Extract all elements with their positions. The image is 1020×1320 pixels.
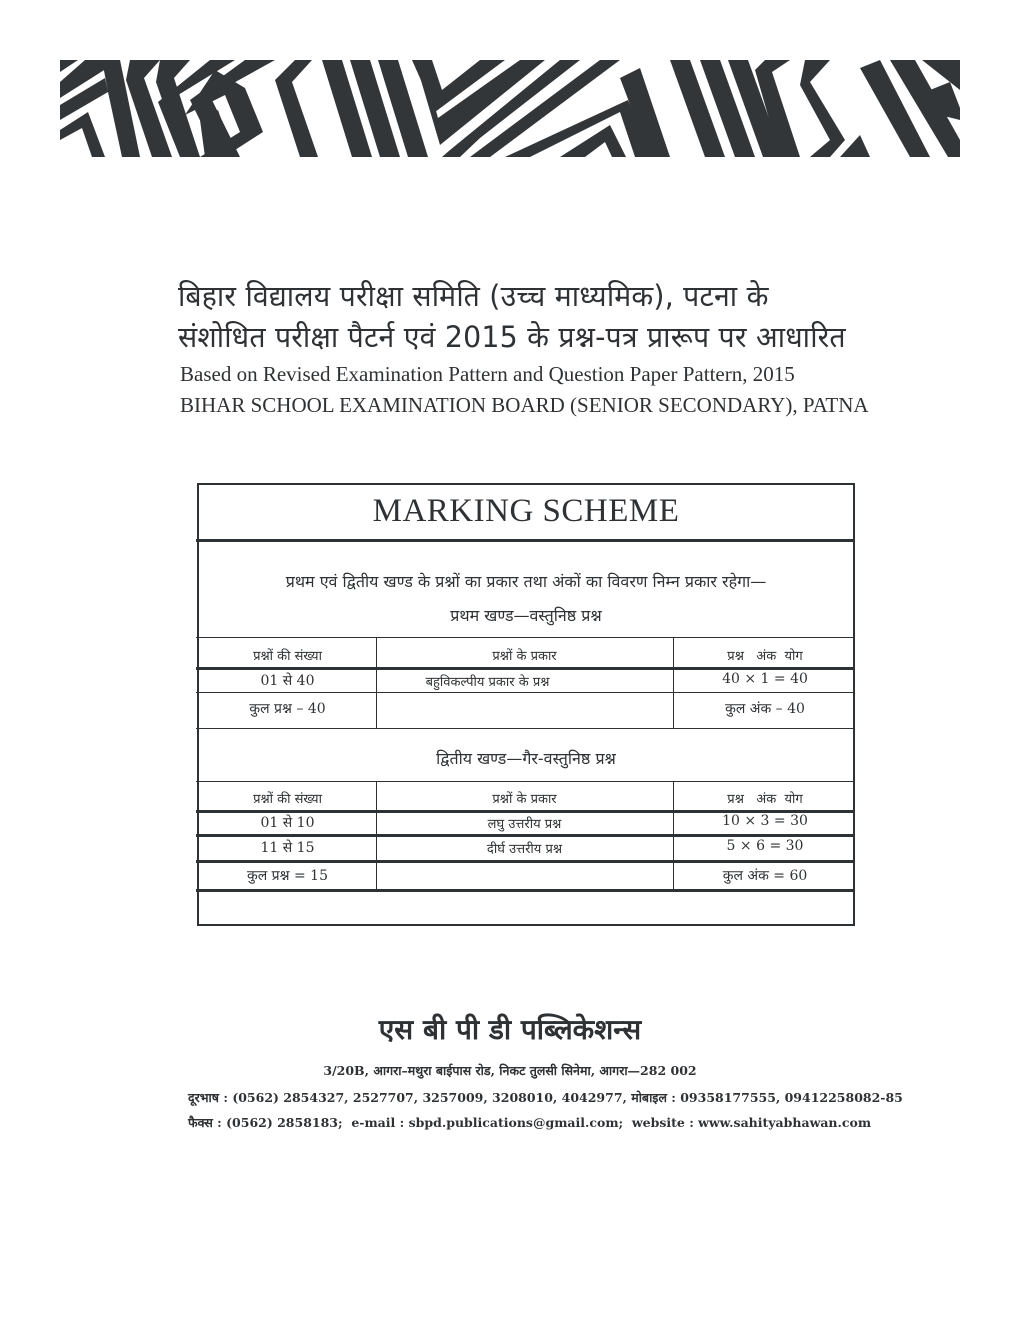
section-2-row-1-marks: 10 × 3 = 30 [722, 813, 808, 829]
english-subtitle-line-1: Based on Revised Examination Pattern and Question Paper Pattern, 2015 [180, 362, 795, 386]
publisher-name: एस बी पी डी पब्लिकेशन्स [378, 1013, 642, 1046]
divider [196, 834, 853, 837]
section-2-total-questions: कुल प्रश्न = 15 [246, 868, 328, 884]
section-2-title: द्वितीय खण्ड—गैर-वस्तुनिष्ठ प्रश्न [436, 749, 616, 768]
section-2-row-2-type: दीर्घ उत्तरीय प्रश्न [486, 842, 563, 857]
section-1-title: प्रथम खण्ड—वस्तुनिष्ठ प्रश्न [450, 606, 602, 625]
scheme-intro: प्रथम एवं द्वितीय खण्ड के प्रश्नों का प्रकार तथा अंकों का विवरण निम्न प्रकार रहेगा— [285, 572, 767, 591]
column-header-type: प्रश्नों के प्रकार [492, 649, 557, 664]
decorative-banner [60, 60, 960, 157]
divider [196, 889, 853, 892]
geometric-pattern-icon [60, 60, 960, 157]
english-subtitle-line-2: BIHAR SCHOOL EXAMINATION BOARD (SENIOR SECONDARY), PATNA [180, 393, 869, 417]
column-header-count: प्रश्नों की संख्या [253, 649, 322, 664]
column-header-marks: प्रश्न अंक योग [727, 649, 803, 664]
divider [196, 781, 853, 782]
publisher-fax-email-website: फैक्स : (0562) 2858183; e-mail : sbpd.publications@gmail.com; website : www.sahityabhawan.com [188, 1115, 872, 1130]
section-1-row-1-range: 01 से 40 [260, 673, 315, 689]
section-2-row-2-range: 11 से 15 [260, 840, 315, 856]
section-2-row-1-type: लघु उत्तरीय प्रश्न [487, 817, 562, 832]
section-1-row-1-type: बहुविकल्पीय प्रकार के प्रश्न [425, 675, 550, 690]
marking-scheme-title: MARKING SCHEME [372, 493, 680, 529]
hindi-title-line-1: बिहार विद्यालय परीक्षा समिति (उच्च माध्यमिक), पटना के [178, 279, 769, 313]
section-1-total-marks: कुल अंक – 40 [725, 701, 805, 717]
section-1-total-questions: कुल प्रश्न – 40 [249, 701, 326, 717]
section-1-row-1-marks: 40 × 1 = 40 [722, 671, 808, 687]
divider [196, 637, 853, 638]
publisher-phone: दूरभाष : (0562) 2854327, 2527707, 3257009, 3208010, 4042977, मोबाइल : 09358177555, 09412258082-85 [188, 1090, 903, 1105]
column-header-marks: प्रश्न अंक योग [727, 792, 803, 807]
divider [196, 728, 853, 729]
marking-scheme-table [197, 483, 855, 926]
column-header-count: प्रश्नों की संख्या [253, 792, 322, 807]
section-2-total-marks: कुल अंक = 60 [722, 868, 808, 884]
divider [196, 692, 853, 693]
divider [196, 539, 853, 542]
divider [196, 667, 853, 670]
section-2-row-2-marks: 5 × 6 = 30 [726, 838, 804, 854]
column-header-type: प्रश्नों के प्रकार [492, 792, 557, 807]
publisher-address: 3/20B, आगरा–मथुरा बाईपास रोड, निकट तुलसी सिनेमा, आगरा—282 002 [323, 1063, 697, 1078]
hindi-title-line-2: संशोधित परीक्षा पैटर्न एवं 2015 के प्रश्न-पत्र प्रारूप पर आधारित [178, 320, 846, 354]
divider [196, 860, 853, 863]
section-2-row-1-range: 01 से 10 [260, 815, 315, 831]
